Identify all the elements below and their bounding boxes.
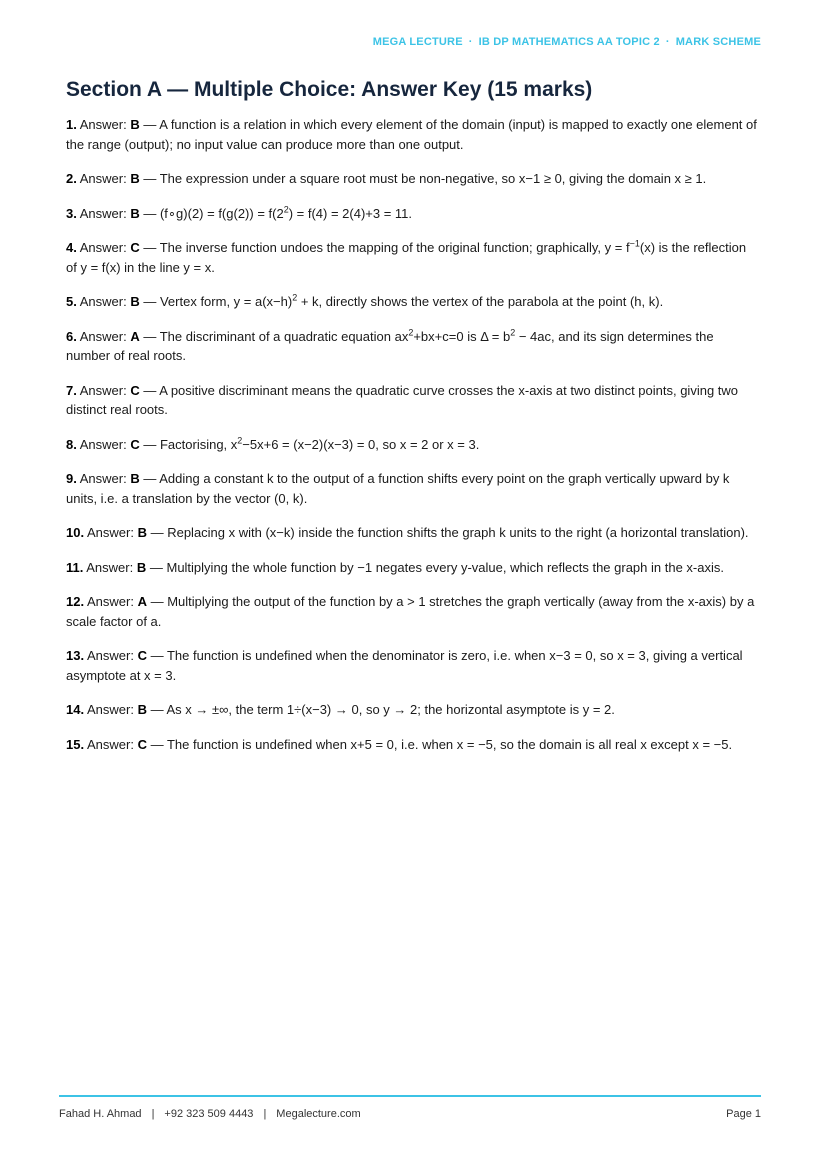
- footer-separator: |: [263, 1108, 267, 1120]
- answer-item: 14. Answer: B — As x → ±∞, the term 1÷(x−3) → 0, so y → 2; the horizontal asymptote is y = 2.: [66, 702, 615, 717]
- footer-phone: +92 323 509 4443: [164, 1108, 254, 1120]
- page-footer: [59, 1108, 761, 1120]
- answer-item: 11. Answer: B — Multiplying the whole function by −1 negates every y-value, which reflects the graph in the x-axis.: [66, 559, 724, 575]
- answer-item: 7. Answer: C — A positive discriminant means the quadratic curve crosses the x-axis at two distinct points, giving two distinct real roots.: [66, 382, 739, 417]
- header-separator: ·: [665, 36, 670, 48]
- answer-item: 8. Answer: C — Factorising, $x^2-5x+6 = (x-2)(x-3) = 0$, so x = 2 or x = 3.: [66, 435, 480, 452]
- header-doc-type: MARK SCHEME: [675, 36, 761, 48]
- answer-item: 1. Answer: B — A function is a relation in which every element of the domain (input) is mapped to exactly one element of the range (output); no input value can produce more than one output.: [66, 117, 757, 152]
- answer-item: 13. Answer: C — The function is undefined when the denominator is zero, i.e. when x−3 = 0, so x = 3, giving a vertical asymptote at x = 3.: [66, 648, 743, 683]
- answer-item: 6. Answer: A — The discriminant of a quadratic equation $ax^2+bx+c=0$ is $\Delta = b^2 - 4ac$, and its sign determines the number of real roots.: [66, 327, 714, 363]
- footer-separator: |: [151, 1108, 155, 1120]
- answer-item: 4. Answer: C — The inverse function undoes the mapping of the original function; graphically, $y = f^{-1}(x)$ is the reflection of y = f(x) in the line y = x.: [66, 238, 747, 275]
- footer-contact: [59, 1108, 361, 1120]
- answer-item: 5. Answer: B — Vertex form, $y = a(x-h)^2 + k$, directly shows the vertex of the parabola at the point (h, k).: [66, 292, 664, 309]
- answer-item: 2. Answer: B — The expression under a square root must be non-negative, so x−1 ≥ 0, giving the domain x ≥ 1.: [66, 171, 707, 186]
- header-separator: ·: [468, 36, 473, 48]
- footer-website[interactable]: Megalecture.com: [276, 1108, 361, 1120]
- footer-divider: [59, 1095, 761, 1097]
- header-course: IB DP MATHEMATICS AA TOPIC 2: [478, 36, 660, 48]
- answer-list: [66, 115, 760, 769]
- answer-item: 12. Answer: A — Multiplying the output of the function by a > 1 stretches the graph vertically (away from the x-axis) by a scale factor of a.: [66, 594, 755, 629]
- answer-item: 3. Answer: B — (f∘g)(2) = $f(g(2)) = f(2^2) = f(4) = 2(4)+3 = 11$.: [66, 204, 413, 221]
- section-title: Section A — Multiple Choice: Answer Key (15 marks): [66, 78, 593, 101]
- answer-item: 9. Answer: B — Adding a constant k to the output of a function shifts every point on the graph vertically upward by k units, i.e. a translation by the vector (0, k).: [66, 471, 730, 506]
- page-header: [373, 36, 761, 48]
- answer-item: 10. Answer: B — Replacing x with (x−k) inside the function shifts the graph k units to the right (a horizontal translation).: [66, 525, 749, 540]
- page-number: Page 1: [726, 1108, 761, 1120]
- answer-item: 15. Answer: C — The function is undefined when x+5 = 0, i.e. when x = −5, so the domain is all real x except x = −5.: [66, 736, 733, 752]
- header-brand: MEGA LECTURE: [372, 36, 463, 48]
- footer-author: Fahad H. Ahmad: [59, 1108, 142, 1120]
